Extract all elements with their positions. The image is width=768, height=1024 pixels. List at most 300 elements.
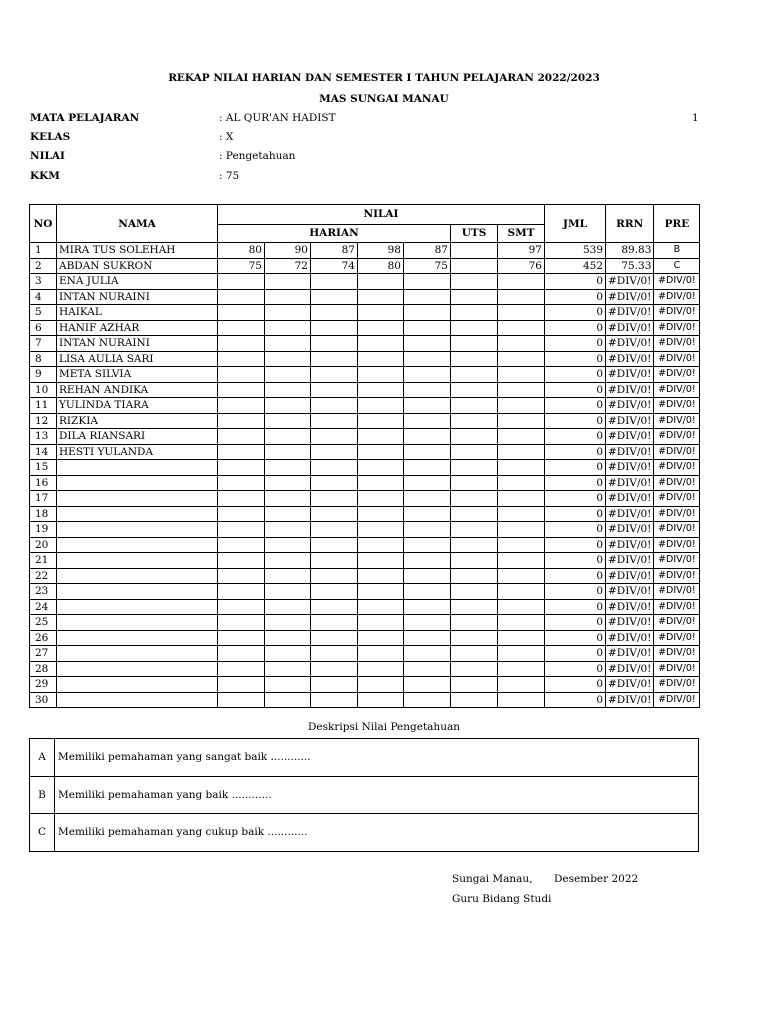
cell-smt xyxy=(498,553,545,569)
cell-pre: #DIV/0! xyxy=(654,522,700,538)
cell-h1 xyxy=(218,367,265,383)
table-row xyxy=(30,460,700,476)
cell-nama: REHAN ANDIKA xyxy=(57,382,218,398)
cell-jml: 0 xyxy=(545,491,606,507)
cell-nama: HESTI YULANDA xyxy=(57,444,218,460)
cell-rrn: #DIV/0! xyxy=(606,553,654,569)
cell-nama xyxy=(57,661,218,677)
cell-no: 24 xyxy=(30,599,57,615)
table-row xyxy=(30,506,700,522)
description-key: A xyxy=(30,739,55,777)
cell-pre: #DIV/0! xyxy=(654,305,700,321)
cell-pre: #DIV/0! xyxy=(654,599,700,615)
cell-smt xyxy=(498,382,545,398)
cell-smt xyxy=(498,351,545,367)
cell-h5 xyxy=(404,336,451,352)
cell-rrn: #DIV/0! xyxy=(606,630,654,646)
description-key: B xyxy=(30,776,55,814)
cell-h3 xyxy=(311,274,358,290)
cell-nama xyxy=(57,677,218,693)
cell-nama: MIRA TUS SOLEHAH xyxy=(57,243,218,259)
description-title: Deskripsi Nilai Pengetahuan xyxy=(308,721,460,733)
cell-h4 xyxy=(358,305,404,321)
cell-rrn: #DIV/0! xyxy=(606,289,654,305)
header-nilai: NILAI xyxy=(218,205,545,225)
cell-jml: 0 xyxy=(545,584,606,600)
description-row xyxy=(30,776,699,814)
cell-h5 xyxy=(404,537,451,553)
cell-h4 xyxy=(358,506,404,522)
cell-h4 xyxy=(358,599,404,615)
cell-h4 xyxy=(358,615,404,631)
cell-pre: #DIV/0! xyxy=(654,429,700,445)
cell-h5 xyxy=(404,630,451,646)
cell-uts xyxy=(451,289,498,305)
cell-nama: DILA RIANSARI xyxy=(57,429,218,445)
cell-uts xyxy=(451,568,498,584)
cell-no: 13 xyxy=(30,429,57,445)
cell-pre: #DIV/0! xyxy=(654,491,700,507)
cell-pre: #DIV/0! xyxy=(654,584,700,600)
cell-h2 xyxy=(265,537,311,553)
cell-rrn: #DIV/0! xyxy=(606,646,654,662)
cell-h4 xyxy=(358,568,404,584)
cell-no: 16 xyxy=(30,475,57,491)
info-value: : AL QUR'AN HADIST xyxy=(219,112,336,124)
cell-h4 xyxy=(358,289,404,305)
cell-h5 xyxy=(404,522,451,538)
cell-rrn: #DIV/0! xyxy=(606,305,654,321)
cell-pre: #DIV/0! xyxy=(654,460,700,476)
cell-pre: #DIV/0! xyxy=(654,382,700,398)
cell-no: 15 xyxy=(30,460,57,476)
cell-uts xyxy=(451,584,498,600)
cell-uts xyxy=(451,258,498,274)
cell-rrn: #DIV/0! xyxy=(606,568,654,584)
cell-no: 26 xyxy=(30,630,57,646)
cell-h1 xyxy=(218,630,265,646)
cell-h3 xyxy=(311,630,358,646)
description-text: Memiliki pemahaman yang baik ............ xyxy=(55,776,699,814)
cell-h2 xyxy=(265,522,311,538)
cell-uts xyxy=(451,630,498,646)
cell-smt xyxy=(498,537,545,553)
cell-h4: 80 xyxy=(358,258,404,274)
cell-h2 xyxy=(265,584,311,600)
cell-pre: C xyxy=(654,258,700,274)
cell-pre: #DIV/0! xyxy=(654,692,700,708)
cell-uts xyxy=(451,413,498,429)
cell-h4 xyxy=(358,398,404,414)
cell-h2 xyxy=(265,475,311,491)
table-row xyxy=(30,274,700,290)
table-row xyxy=(30,413,700,429)
cell-uts xyxy=(451,646,498,662)
cell-rrn: #DIV/0! xyxy=(606,692,654,708)
table-row xyxy=(30,444,700,460)
table-row xyxy=(30,258,700,274)
table-row xyxy=(30,243,700,259)
cell-no: 29 xyxy=(30,677,57,693)
cell-uts xyxy=(451,460,498,476)
cell-nama: META SILVIA xyxy=(57,367,218,383)
cell-smt xyxy=(498,460,545,476)
cell-no: 4 xyxy=(30,289,57,305)
cell-h5 xyxy=(404,274,451,290)
cell-h4 xyxy=(358,553,404,569)
cell-smt xyxy=(498,429,545,445)
cell-no: 14 xyxy=(30,444,57,460)
cell-pre: #DIV/0! xyxy=(654,677,700,693)
cell-h2 xyxy=(265,568,311,584)
cell-jml: 0 xyxy=(545,274,606,290)
header-nama: NAMA xyxy=(57,205,218,243)
cell-jml: 0 xyxy=(545,661,606,677)
cell-jml: 0 xyxy=(545,398,606,414)
cell-h4 xyxy=(358,537,404,553)
cell-h4 xyxy=(358,661,404,677)
cell-smt: 76 xyxy=(498,258,545,274)
cell-nama xyxy=(57,646,218,662)
cell-smt xyxy=(498,475,545,491)
cell-h4 xyxy=(358,336,404,352)
cell-h2 xyxy=(265,413,311,429)
cell-rrn: #DIV/0! xyxy=(606,444,654,460)
cell-rrn: #DIV/0! xyxy=(606,398,654,414)
info-label: MATA PELAJARAN xyxy=(30,112,140,124)
cell-h2 xyxy=(265,615,311,631)
cell-nama xyxy=(57,568,218,584)
cell-h2: 90 xyxy=(265,243,311,259)
cell-h3 xyxy=(311,475,358,491)
description-text: Memiliki pemahaman yang sangat baik ............ xyxy=(55,739,699,777)
cell-h3 xyxy=(311,398,358,414)
table-row xyxy=(30,320,700,336)
cell-h5 xyxy=(404,429,451,445)
cell-smt xyxy=(498,522,545,538)
cell-pre: #DIV/0! xyxy=(654,413,700,429)
cell-smt xyxy=(498,336,545,352)
cell-jml: 0 xyxy=(545,444,606,460)
cell-h2 xyxy=(265,506,311,522)
cell-h4 xyxy=(358,522,404,538)
cell-uts xyxy=(451,615,498,631)
cell-h1 xyxy=(218,398,265,414)
cell-uts xyxy=(451,661,498,677)
cell-h1 xyxy=(218,599,265,615)
cell-h5 xyxy=(404,398,451,414)
table-row xyxy=(30,336,700,352)
cell-pre: #DIV/0! xyxy=(654,274,700,290)
cell-jml: 0 xyxy=(545,553,606,569)
cell-h1 xyxy=(218,568,265,584)
table-row xyxy=(30,475,700,491)
cell-jml: 0 xyxy=(545,289,606,305)
cell-h2 xyxy=(265,661,311,677)
info-value: : 75 xyxy=(219,170,240,182)
cell-jml: 0 xyxy=(545,599,606,615)
cell-no: 6 xyxy=(30,320,57,336)
cell-nama: YULINDA TIARA xyxy=(57,398,218,414)
table-row xyxy=(30,599,700,615)
report-title: REKAP NILAI HARIAN DAN SEMESTER I TAHUN PELAJARAN 2022/2023 xyxy=(168,72,600,84)
cell-no: 30 xyxy=(30,692,57,708)
cell-nama xyxy=(57,506,218,522)
cell-pre: #DIV/0! xyxy=(654,568,700,584)
cell-nama xyxy=(57,537,218,553)
header-harian: HARIAN xyxy=(218,224,451,243)
cell-smt xyxy=(498,320,545,336)
cell-rrn: #DIV/0! xyxy=(606,677,654,693)
cell-h5 xyxy=(404,491,451,507)
cell-h1 xyxy=(218,305,265,321)
cell-rrn: #DIV/0! xyxy=(606,274,654,290)
cell-h1 xyxy=(218,553,265,569)
cell-smt xyxy=(498,692,545,708)
cell-h3 xyxy=(311,305,358,321)
cell-no: 22 xyxy=(30,568,57,584)
cell-pre: #DIV/0! xyxy=(654,289,700,305)
description-row xyxy=(30,739,699,777)
cell-uts xyxy=(451,599,498,615)
cell-h1 xyxy=(218,413,265,429)
cell-pre: B xyxy=(654,243,700,259)
cell-pre: #DIV/0! xyxy=(654,336,700,352)
description-key: C xyxy=(30,814,55,852)
cell-rrn: #DIV/0! xyxy=(606,615,654,631)
cell-h5 xyxy=(404,367,451,383)
cell-no: 1 xyxy=(30,243,57,259)
cell-h4 xyxy=(358,646,404,662)
header-rrn: RRN xyxy=(606,205,654,243)
cell-nama: INTAN NURAINI xyxy=(57,336,218,352)
cell-h3 xyxy=(311,506,358,522)
cell-jml: 0 xyxy=(545,460,606,476)
cell-nama xyxy=(57,522,218,538)
cell-h3: 74 xyxy=(311,258,358,274)
table-row xyxy=(30,677,700,693)
cell-h5 xyxy=(404,289,451,305)
table-row xyxy=(30,553,700,569)
info-label: KKM xyxy=(30,170,60,182)
cell-no: 18 xyxy=(30,506,57,522)
cell-uts xyxy=(451,351,498,367)
cell-h3 xyxy=(311,522,358,538)
cell-smt xyxy=(498,398,545,414)
cell-no: 5 xyxy=(30,305,57,321)
cell-h4 xyxy=(358,429,404,445)
cell-pre: #DIV/0! xyxy=(654,553,700,569)
cell-nama xyxy=(57,460,218,476)
table-row xyxy=(30,382,700,398)
cell-rrn: #DIV/0! xyxy=(606,320,654,336)
cell-h2 xyxy=(265,336,311,352)
cell-h2 xyxy=(265,289,311,305)
cell-h4 xyxy=(358,630,404,646)
cell-h4 xyxy=(358,584,404,600)
cell-h1: 75 xyxy=(218,258,265,274)
cell-h3 xyxy=(311,289,358,305)
cell-jml: 0 xyxy=(545,522,606,538)
cell-smt xyxy=(498,506,545,522)
cell-h2 xyxy=(265,274,311,290)
cell-h4 xyxy=(358,351,404,367)
cell-h3 xyxy=(311,584,358,600)
cell-uts xyxy=(451,243,498,259)
cell-h4 xyxy=(358,692,404,708)
header-uts: UTS xyxy=(451,224,498,243)
table-row xyxy=(30,429,700,445)
cell-nama: ABDAN SUKRON xyxy=(57,258,218,274)
cell-jml: 0 xyxy=(545,646,606,662)
cell-h1 xyxy=(218,460,265,476)
cell-uts xyxy=(451,274,498,290)
cell-jml: 0 xyxy=(545,382,606,398)
cell-jml: 0 xyxy=(545,413,606,429)
cell-h1 xyxy=(218,491,265,507)
cell-h5 xyxy=(404,305,451,321)
cell-uts xyxy=(451,382,498,398)
cell-pre: #DIV/0! xyxy=(654,367,700,383)
cell-uts xyxy=(451,491,498,507)
cell-rrn: 75.33 xyxy=(606,258,654,274)
cell-smt xyxy=(498,568,545,584)
cell-nama xyxy=(57,599,218,615)
table-row xyxy=(30,522,700,538)
cell-smt: 97 xyxy=(498,243,545,259)
header-pre: PRE xyxy=(654,205,700,243)
cell-h3 xyxy=(311,429,358,445)
grade-table xyxy=(29,204,700,708)
cell-smt xyxy=(498,367,545,383)
cell-rrn: #DIV/0! xyxy=(606,413,654,429)
cell-h2 xyxy=(265,491,311,507)
cell-h1 xyxy=(218,522,265,538)
cell-h5 xyxy=(404,646,451,662)
table-row xyxy=(30,398,700,414)
cell-h3 xyxy=(311,444,358,460)
cell-h3 xyxy=(311,413,358,429)
cell-h5 xyxy=(404,661,451,677)
cell-h2 xyxy=(265,460,311,476)
cell-smt xyxy=(498,274,545,290)
signature-date: Desember 2022 xyxy=(554,873,639,885)
cell-h5 xyxy=(404,413,451,429)
cell-smt xyxy=(498,615,545,631)
cell-h1 xyxy=(218,506,265,522)
cell-h3 xyxy=(311,320,358,336)
cell-no: 10 xyxy=(30,382,57,398)
cell-h5 xyxy=(404,475,451,491)
cell-h4 xyxy=(358,320,404,336)
header-smt: SMT xyxy=(498,224,545,243)
cell-h1 xyxy=(218,615,265,631)
cell-uts xyxy=(451,475,498,491)
cell-uts xyxy=(451,305,498,321)
cell-h5 xyxy=(404,320,451,336)
cell-h4 xyxy=(358,460,404,476)
cell-uts xyxy=(451,336,498,352)
cell-jml: 0 xyxy=(545,336,606,352)
cell-jml: 0 xyxy=(545,506,606,522)
cell-rrn: 89.83 xyxy=(606,243,654,259)
info-label: KELAS xyxy=(30,131,71,143)
cell-h3 xyxy=(311,382,358,398)
cell-smt xyxy=(498,584,545,600)
cell-no: 12 xyxy=(30,413,57,429)
cell-h1 xyxy=(218,382,265,398)
cell-pre: #DIV/0! xyxy=(654,351,700,367)
table-row xyxy=(30,568,700,584)
cell-uts xyxy=(451,367,498,383)
cell-h1 xyxy=(218,677,265,693)
cell-h1 xyxy=(218,351,265,367)
cell-h4 xyxy=(358,444,404,460)
cell-h3 xyxy=(311,661,358,677)
cell-h2 xyxy=(265,599,311,615)
cell-no: 9 xyxy=(30,367,57,383)
table-row xyxy=(30,630,700,646)
cell-h3 xyxy=(311,491,358,507)
cell-h3 xyxy=(311,615,358,631)
table-row xyxy=(30,289,700,305)
cell-h1 xyxy=(218,274,265,290)
table-row xyxy=(30,537,700,553)
cell-pre: #DIV/0! xyxy=(654,320,700,336)
cell-nama: HAIKAL xyxy=(57,305,218,321)
cell-smt xyxy=(498,289,545,305)
cell-pre: #DIV/0! xyxy=(654,537,700,553)
cell-h4 xyxy=(358,413,404,429)
cell-no: 20 xyxy=(30,537,57,553)
cell-no: 25 xyxy=(30,615,57,631)
cell-h5 xyxy=(404,444,451,460)
cell-h5 xyxy=(404,692,451,708)
cell-h2 xyxy=(265,553,311,569)
table-row xyxy=(30,491,700,507)
cell-h1 xyxy=(218,320,265,336)
cell-h3 xyxy=(311,553,358,569)
cell-h2 xyxy=(265,382,311,398)
cell-h3 xyxy=(311,646,358,662)
cell-h4 xyxy=(358,491,404,507)
cell-h1 xyxy=(218,661,265,677)
header-no: NO xyxy=(30,205,57,243)
cell-h1 xyxy=(218,646,265,662)
cell-uts xyxy=(451,553,498,569)
cell-h3 xyxy=(311,367,358,383)
cell-h3 xyxy=(311,692,358,708)
description-text: Memiliki pemahaman yang cukup baik ............ xyxy=(55,814,699,852)
cell-uts xyxy=(451,429,498,445)
cell-nama xyxy=(57,692,218,708)
cell-uts xyxy=(451,537,498,553)
cell-h1 xyxy=(218,475,265,491)
cell-nama: LISA AULIA SARI xyxy=(57,351,218,367)
cell-jml: 539 xyxy=(545,243,606,259)
cell-h3 xyxy=(311,351,358,367)
table-row xyxy=(30,351,700,367)
cell-no: 8 xyxy=(30,351,57,367)
cell-jml: 0 xyxy=(545,677,606,693)
cell-h4: 98 xyxy=(358,243,404,259)
table-row xyxy=(30,615,700,631)
cell-jml: 0 xyxy=(545,692,606,708)
cell-h1: 80 xyxy=(218,243,265,259)
cell-rrn: #DIV/0! xyxy=(606,491,654,507)
info-label: NILAI xyxy=(30,150,65,162)
cell-h2 xyxy=(265,305,311,321)
